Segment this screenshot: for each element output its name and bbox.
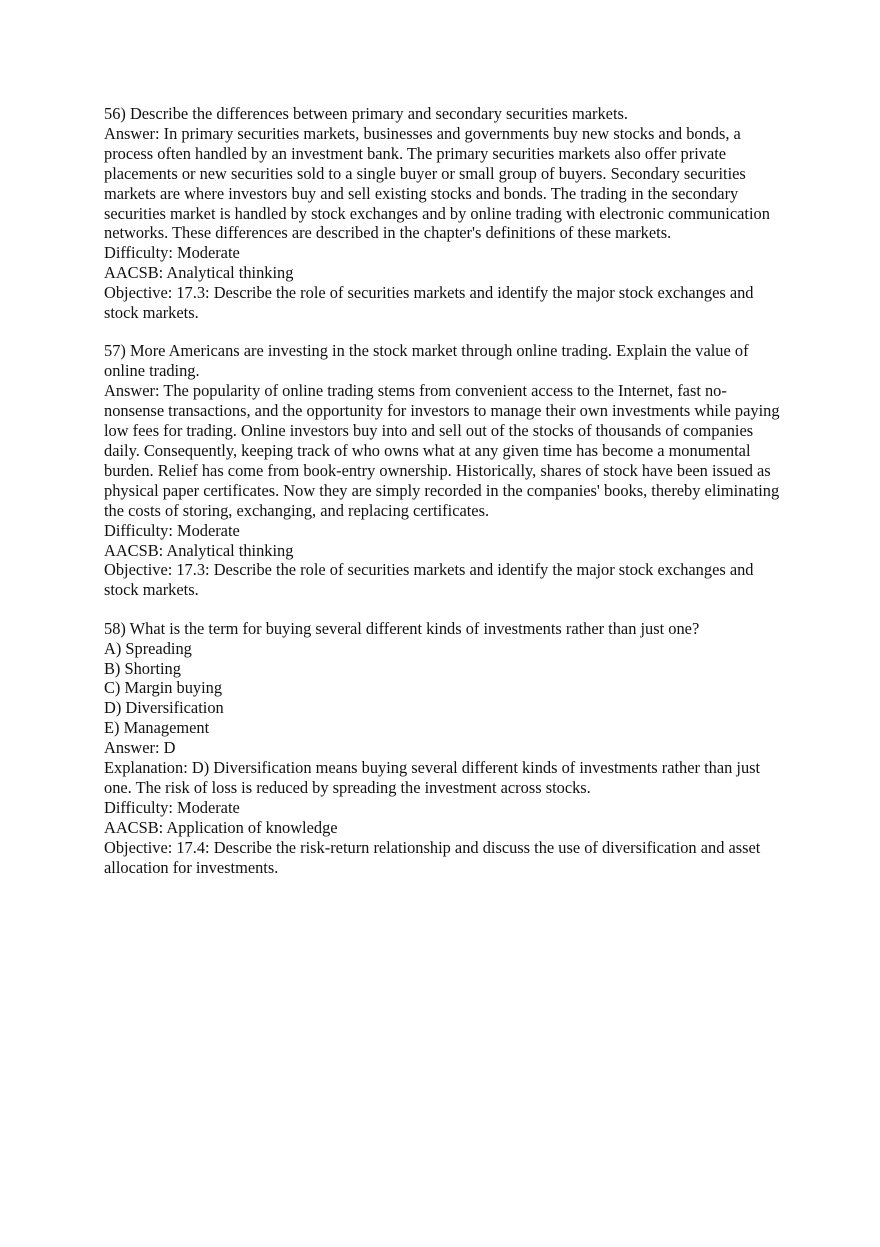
difficulty-text: Difficulty: Moderate: [104, 520, 240, 540]
difficulty-text: Difficulty: Moderate: [104, 797, 240, 817]
answer-text: Answer: In primary securities markets, businesses and governments buy new stocks and bonds, a process often handled by an investment bank. The primary securities markets also offer private placements or new securities sold to a single buyer or small group of buyers. Secondary securities markets are where investors buy and sell existing stocks and bonds. The trading in the secondary securities market is handled by stock exchanges and by online trading with electronic communication networks. These differences are described in the chapter's definitions of these markets.: [104, 123, 770, 243]
aacsb-text: AACSB: Application of knowledge: [104, 817, 338, 837]
aacsb-text: AACSB: Analytical thinking: [104, 540, 294, 560]
answer-text: Answer: D: [104, 738, 176, 758]
question-prompt: 58) What is the term for buying several different kinds of investments rather than just one?: [104, 618, 700, 638]
objective-text: Objective: 17.4: Describe the risk-return relationship and discuss the use of diversification and asset allocation for investments.: [104, 837, 761, 877]
explanation-text: Explanation: D) Diversification means buying several different kinds of investments rather than just one. The risk of loss is reduced by spreading the investment across stocks.: [104, 758, 761, 797]
option-c: C) Margin buying: [104, 678, 223, 698]
document-page: [104, 104, 784, 896]
question-56: [104, 104, 784, 323]
objective-text: Objective: 17.3: Describe the role of securities markets and identify the major stock exchanges and stock markets.: [104, 560, 754, 600]
question-prompt: 56) Describe the differences between primary and secondary securities markets.: [104, 104, 628, 123]
difficulty-text: Difficulty: Moderate: [104, 243, 240, 263]
objective-text: Objective: 17.3: Describe the role of securities markets and identify the major stock exchanges and stock markets.: [104, 283, 754, 323]
option-a: A) Spreading: [104, 638, 192, 658]
aacsb-text: AACSB: Analytical thinking: [104, 263, 294, 283]
answer-options: [104, 639, 784, 739]
option-d: D) Diversification: [104, 698, 224, 718]
question-57: [104, 341, 784, 600]
answer-text: Answer: The popularity of online trading stems from convenient access to the Internet, fast no-nonsense transactions, and the opportunity for investors to manage their own investments while paying low fees for trading. Online investors buy into and sell out of the stocks of thousands of companies daily. Consequently, keeping track of who owns what at any given time has become a monumental burden. Relief has come from book-entry ownership. Historically, shares of stock have been issued as physical paper certificates. Now they are simply recorded in the companies' books, thereby eliminating the costs of storing, exchanging, and replacing certificates.: [104, 381, 780, 520]
option-e: E) Management: [104, 718, 210, 738]
question-prompt: 57) More Americans are investing in the stock market through online trading. Explain the value of online trading.: [104, 341, 749, 381]
question-58: [104, 619, 784, 878]
option-b: B) Shorting: [104, 658, 181, 678]
